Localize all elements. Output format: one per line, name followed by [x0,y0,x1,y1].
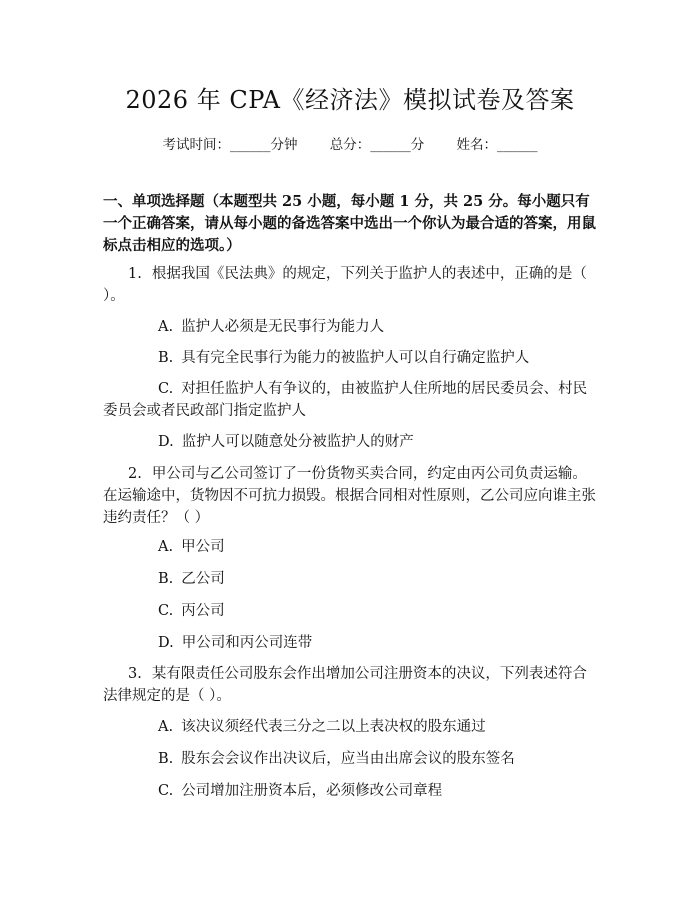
option-text: 丙公司 [181,603,225,619]
option-letter: C. [158,381,174,397]
option-text: 股东会会议作出决议后，应当由出席会议的股东签名 [181,751,515,767]
option-text: 乙公司 [181,571,225,587]
q1-option-a[interactable] [158,316,597,338]
q3-option-c[interactable] [158,780,597,802]
page-title: 2026 年 CPA《经济法》模拟试卷及答案 [125,86,575,114]
question-1 [103,263,597,307]
q3-option-a[interactable] [158,716,597,738]
question-text: 某有限责任公司股东会作出增加公司注册资本的决议，下列表述符合法律规定的是（ ）。 [103,666,587,704]
option-letter: C. [158,603,174,619]
q1-option-c[interactable] [103,378,597,422]
total-score-field: 总分：______分 [329,137,425,153]
question-number: 2. [128,466,142,482]
exam-meta [0,133,700,153]
option-text: 该决议须经代表三分之二以上表决权的股东通过 [181,719,486,735]
q3-option-b[interactable] [158,748,597,770]
option-letter: A. [158,719,174,735]
question-3 [103,663,597,707]
option-text: 监护人必须是无民事行为能力人 [181,319,385,335]
question-2 [103,463,597,529]
option-letter: B. [158,350,174,366]
q2-option-c[interactable] [158,600,597,622]
question-text: 根据我国《民法典》的规定，下列关于监护人的表述中，正确的是（ ）。 [103,266,587,304]
option-text: 甲公司和丙公司连带 [181,635,313,651]
option-letter: B. [158,571,174,587]
name-field: 姓名：______ [456,137,538,153]
question-text: 甲公司与乙公司签订了一份货物买卖合同，约定由丙公司负责运输。在运输途中，货物因不可抗力损毁。根据合同相对性原则，乙公司应向谁主张违约责任？（ ） [103,466,596,526]
option-letter: A. [158,319,174,335]
option-letter: C. [158,783,174,799]
q2-option-d[interactable] [158,632,597,654]
option-text: 具有完全民事行为能力的被监护人可以自行确定监护人 [181,350,530,366]
option-text: 公司增加注册资本后，必须修改公司章程 [181,783,443,799]
question-number: 1. [128,266,142,282]
q1-option-d[interactable] [158,431,597,453]
exam-time-field: 考试时间：______分钟 [162,137,298,153]
option-text: 监护人可以随意处分被监护人的财产 [181,434,414,450]
section-heading: 一、单项选择题（本题型共 25 小题，每小题 1 分，共 25 分。每小题只有一个正确答案，请从每小题的备选答案中选出一个你认为最合适的答案，用鼠标点击相应的选项。） [103,193,596,254]
option-text: 对担任监护人有争议的，由被监护人住所地的居民委员会、村民委员会或者民政部门指定监护人 [103,381,588,419]
option-letter: D. [158,635,174,651]
option-letter: D. [158,434,174,450]
q1-option-b[interactable] [158,347,597,369]
question-number: 3. [128,666,142,682]
q2-option-b[interactable] [158,568,597,590]
option-letter: B. [158,751,174,767]
option-letter: A. [158,539,174,555]
q2-option-a[interactable] [158,536,597,558]
option-text: 甲公司 [181,539,225,555]
